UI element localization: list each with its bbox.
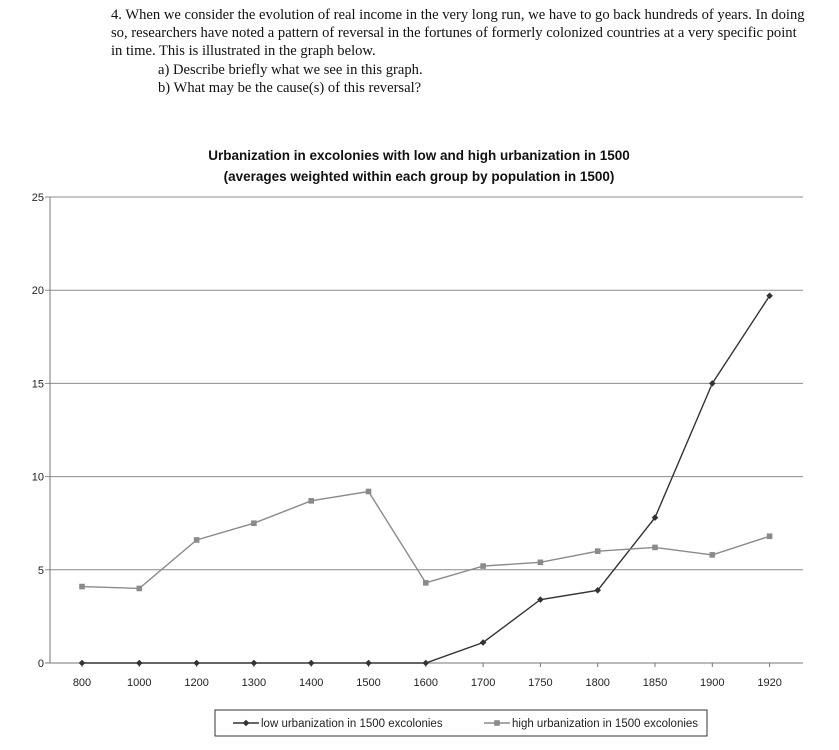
x-tick-label: 1300 (241, 677, 267, 689)
series-line (82, 296, 770, 663)
data-point (652, 545, 658, 551)
data-point (480, 563, 486, 569)
chart-title: Urbanization in excolonies with low and high urbanization in 1500 (208, 148, 630, 163)
question-text (111, 6, 811, 97)
data-point (538, 560, 544, 566)
urbanization-chart (0, 130, 839, 745)
x-tick-label: 1400 (298, 677, 324, 689)
data-point (423, 580, 429, 586)
data-point (194, 537, 200, 543)
data-point (710, 552, 716, 558)
x-tick-label: 1500 (356, 677, 381, 689)
x-tick-label: 800 (72, 677, 92, 689)
series-line (82, 492, 770, 589)
data-point (136, 660, 143, 667)
x-tick-label: 1700 (470, 677, 496, 689)
data-point (423, 660, 430, 667)
data-point (79, 584, 85, 590)
question-part-a: a) Describe briefly what we see in this graph. (158, 61, 423, 78)
x-tick-label: 1200 (184, 677, 209, 689)
data-point (251, 520, 257, 526)
data-point (308, 660, 315, 667)
data-point (193, 660, 200, 667)
question-part-b: b) What may be the cause(s) of this reversal? (158, 79, 422, 96)
data-point (595, 548, 601, 554)
data-point (365, 660, 372, 667)
x-tick-label: 1900 (700, 677, 725, 689)
series-high-urbanization (79, 489, 772, 592)
x-tick-label: 1750 (528, 677, 553, 689)
data-point (308, 498, 314, 504)
x-tick-label: 1850 (642, 677, 668, 689)
y-tick-label: 25 (31, 192, 44, 204)
data-point (251, 660, 258, 667)
y-tick-label: 20 (31, 285, 44, 298)
series-low-urbanization (79, 292, 773, 666)
data-point (767, 533, 773, 539)
x-tick-label: 1000 (127, 677, 152, 689)
legend-label: low urbanization in 1500 excolonies (261, 718, 443, 730)
x-tick-label: 1800 (585, 677, 610, 689)
y-tick-label: 5 (37, 564, 44, 577)
x-tick-label: 1600 (413, 677, 439, 689)
legend-label: high urbanization in 1500 excolonies (512, 718, 699, 730)
y-tick-label: 10 (31, 471, 44, 484)
y-tick-label: 15 (31, 378, 44, 391)
x-tick-label: 1920 (757, 677, 782, 689)
chart-container (0, 130, 839, 745)
question-intro: 4. When we consider the evolution of real income in the very long run, we have to go back hundreds of years. In doing so, researchers have noted a pattern of reversal in the fortunes of formerly colonized countries at a very specific point in time. This is illustrated in the graph below. (111, 7, 805, 60)
y-tick-label: 0 (37, 658, 44, 670)
data-point (137, 586, 143, 592)
data-point (79, 660, 86, 667)
legend-marker (494, 720, 500, 726)
chart-subtitle: (averages weighted within each group by population in 1500) (223, 169, 615, 184)
data-point (366, 489, 372, 495)
